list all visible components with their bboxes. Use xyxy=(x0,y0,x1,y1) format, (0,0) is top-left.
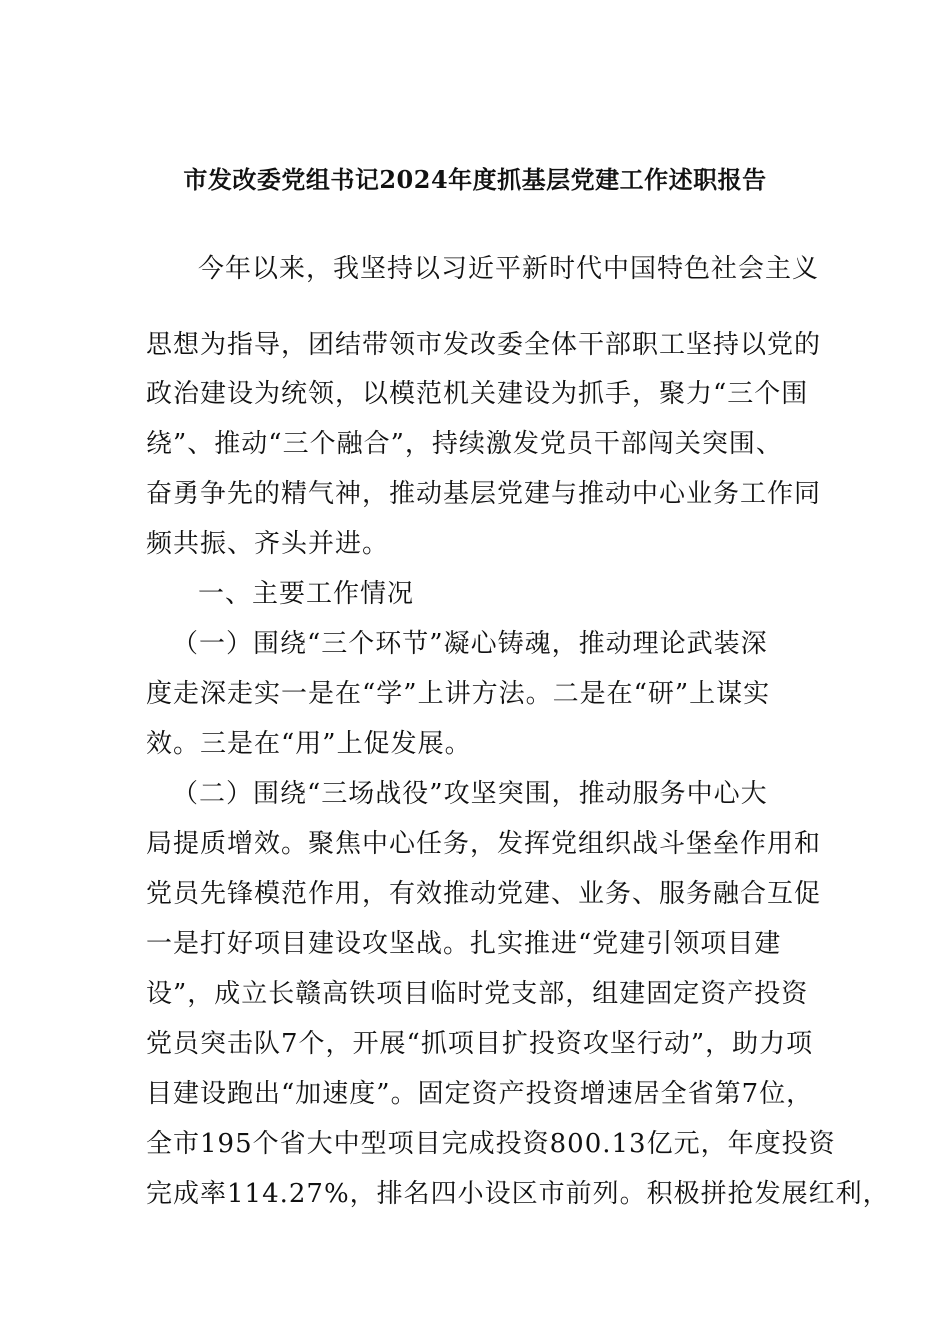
paragraph-line: 政治建设为统领，以模范机关建设为抓手，聚力“三个围 xyxy=(146,379,809,409)
paragraph-line: 完成率114.27%，排名四小设区市前列。积极拼抢发展红利， xyxy=(146,1179,890,1209)
paragraph-line: 效。三是在“用”上促发展。 xyxy=(146,729,472,759)
paragraph-line: 全市195个省大中型项目完成投资800.13亿元，年度投资 xyxy=(146,1129,836,1159)
section-heading: 一、主要工作情况 xyxy=(198,579,415,609)
paragraph-line: 党员突击队7个，开展“抓项目扩投资攻坚行动”，助力项 xyxy=(146,1029,814,1059)
subsection-heading-line: （一）围绕“三个环节”凝心铸魂，推动理论武装深 xyxy=(172,629,768,659)
paragraph-line: 频共振、齐头并进。 xyxy=(146,529,390,559)
paragraph-line: 目建设跑出“加速度”。固定资产投资增速居全省第7位， xyxy=(146,1079,814,1109)
paragraph-line: 今年以来，我坚持以习近平新时代中国特色社会主义 xyxy=(198,254,820,284)
paragraph-line: 局提质增效。聚焦中心任务，发挥党组织战斗堡垒作用和 xyxy=(146,829,822,859)
document-title: 市发改委党组书记2024年度抓基层党建工作述职报告 xyxy=(183,165,767,194)
paragraph-line: 度走深走实一是在“学”上讲方法。二是在“研”上谋实 xyxy=(146,679,771,709)
subsection-heading-line: （二）围绕“三场战役”攻坚突围，推动服务中心大 xyxy=(172,779,768,809)
paragraph-line: 绕”、推动“三个融合”，持续激发党员干部闯关突围、 xyxy=(146,429,783,459)
paragraph-line: 奋勇争先的精气神，推动基层党建与推动中心业务工作同 xyxy=(146,479,822,509)
paragraph-line: 思想为指导，团结带领市发改委全体干部职工坚持以党的 xyxy=(146,330,822,360)
paragraph-line: 党员先锋模范作用，有效推动党建、业务、服务融合互促 xyxy=(146,879,822,909)
paragraph-line: 一是打好项目建设攻坚战。扎实推进“党建引领项目建 xyxy=(146,929,782,959)
paragraph-line: 设”，成立长赣高铁项目临时党支部，组建固定资产投资 xyxy=(146,979,809,1009)
